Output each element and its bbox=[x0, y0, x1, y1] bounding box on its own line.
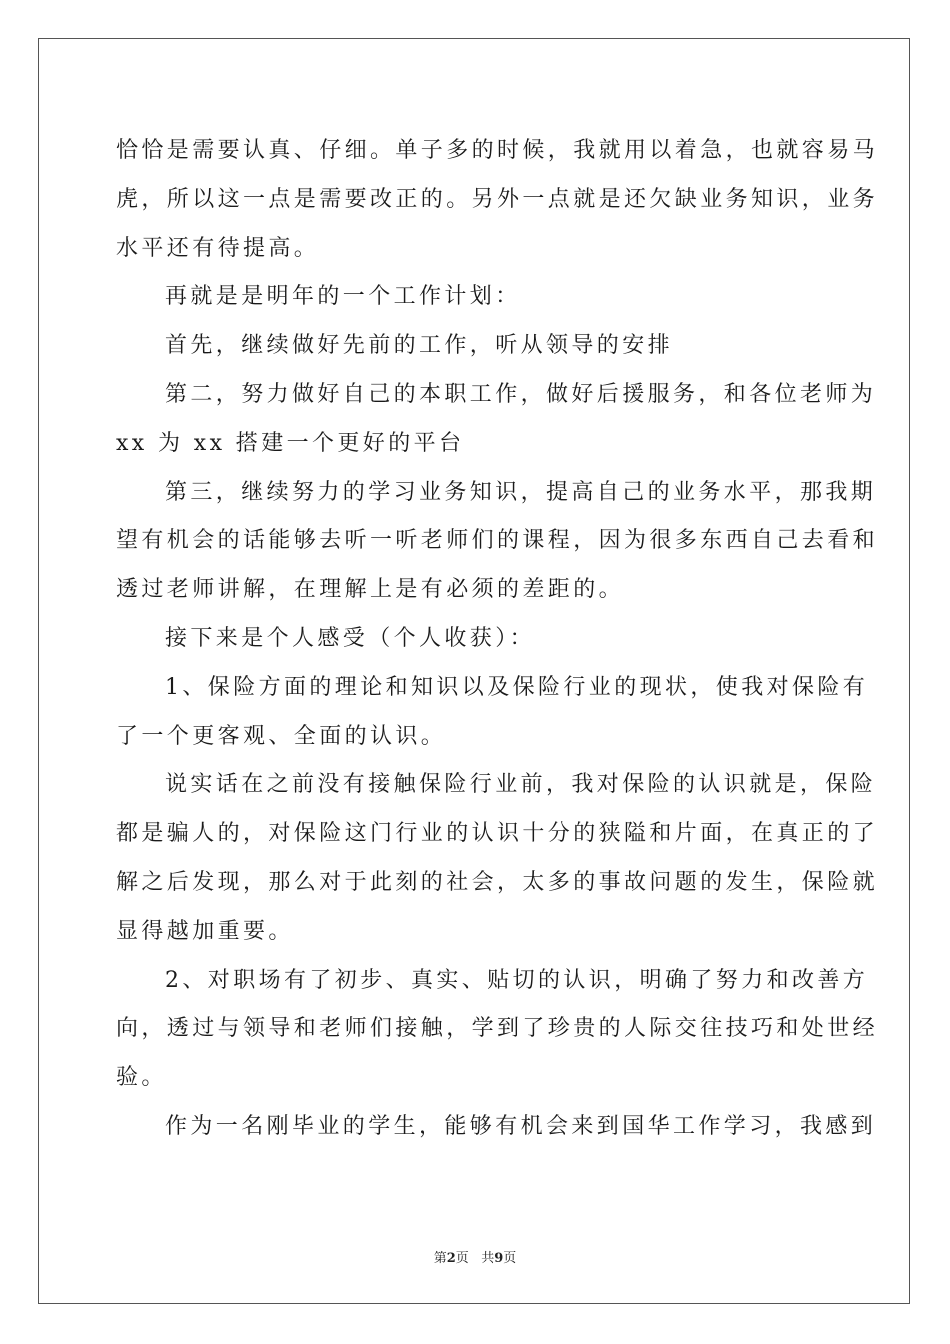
text-line: 接下来是个人感受（个人收获）： bbox=[165, 625, 536, 651]
text-line: 透过老师讲解，在理解上是有必须的差距的。 bbox=[116, 577, 625, 603]
total-pages-suffix: 页 bbox=[503, 1251, 517, 1266]
text-line: 1、保险方面的理论和知识以及保险行业的现状，使我对保险有 bbox=[165, 674, 869, 700]
page-footer bbox=[0, 1247, 950, 1266]
text-line: 再就是是明年的一个工作计划： bbox=[165, 284, 521, 310]
text-line: 向，透过与领导和老师们接触，学到了珍贵的人际交往技巧和处世经 bbox=[116, 1016, 879, 1042]
text-line: 望有机会的话能够去听一听老师们的课程，因为很多东西自己去看和 bbox=[116, 528, 879, 554]
text-line: 都是骗人的，对保险这门行业的认识十分的狭隘和片面，在真正的了 bbox=[116, 821, 879, 847]
text-line: 虎，所以这一点是需要改正的。另外一点就是还欠缺业务知识，业务 bbox=[116, 186, 879, 212]
text-line: 第三，继续努力的学习业务知识，提高自己的业务水平，那我期 bbox=[165, 479, 877, 505]
text-line: xx 为 xx 搭建一个更好的平台 bbox=[116, 430, 465, 456]
text-line: 恰恰是需要认真、仔细。单子多的时候，我就用以着急，也就容易马 bbox=[116, 138, 879, 163]
text-line: 解之后发现，那么对于此刻的社会，太多的事故问题的发生，保险就 bbox=[116, 869, 879, 895]
page-number-suffix: 页 bbox=[455, 1251, 469, 1266]
text-line: 了一个更客观、全面的认识。 bbox=[116, 723, 447, 749]
text-line: 水平还有待提高。 bbox=[116, 235, 320, 261]
document-body bbox=[116, 127, 879, 1152]
total-pages-prefix: 共 bbox=[481, 1251, 495, 1266]
text-line: 显得越加重要。 bbox=[116, 918, 294, 944]
text-line: 首先，继续做好先前的工作，听从领导的安排 bbox=[165, 333, 674, 359]
text-line: 作为一名刚毕业的学生，能够有机会来到国华工作学习，我感到 bbox=[165, 1113, 877, 1139]
text-line: 2、对职场有了初步、真实、贴切的认识，明确了努力和改善方 bbox=[165, 967, 869, 993]
text-line: 第二，努力做好自己的本职工作，做好后援服务，和各位老师为 bbox=[165, 381, 877, 407]
text-line: 验。 bbox=[116, 1065, 167, 1091]
page-number-prefix: 第 bbox=[433, 1251, 447, 1266]
text-line: 说实话在之前没有接触保险行业前，我对保险的认识就是，保险 bbox=[165, 772, 877, 798]
total-page-count: 9 bbox=[494, 1251, 504, 1266]
current-page-number: 2 bbox=[446, 1251, 456, 1266]
